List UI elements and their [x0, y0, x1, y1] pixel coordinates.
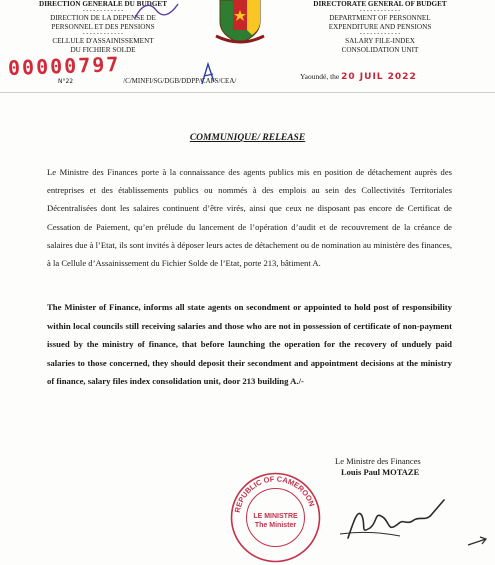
reference-prefix: N°22	[58, 78, 74, 85]
header-right-line1: DIRECTORATE GENERAL OF BUDGET	[313, 0, 447, 8]
document-title: COMMUNIQUE/ RELEASE	[189, 133, 306, 143]
cameroon-coat-of-arms-icon	[212, 0, 268, 44]
header-left-line1: DIRECTION GENERALE DU BUDGET	[39, 0, 167, 8]
header-divider	[0, 92, 495, 93]
divider-stars: - - - - - - - - - - - -	[82, 8, 124, 14]
header-left-line3: PERSONNEL ET DES PENSIONS	[51, 23, 155, 31]
header-left-line4: CELLULE D'ASSAINISSEMENT	[52, 37, 154, 45]
paragraph-english: The Minister of Finance, informs all state agents on secondment or appointed to hold post of responsibility within local councils still receiving salaries and those who are not in possession of certificate of non-payment issued by the ministry of finance, that before launching the operation for the recovery of unduely paid salaries to those concerned, they should deposit their secondment and appointment decisions at the ministry of finance, salary files index consolidation unit, door 213 building A./-	[47, 302, 452, 387]
paragraph-french: Le Ministre des Finances porte à la connaissance des agents publics mis en position de détachement auprès des entreprises et des établissements publics ou nommés à des emplois au sein des Collectivités Territoriales Décentralisées dont les salaires continuent d’être virés, ainsi que ceux ne disposant pas encore de Certificat de Cessation de Paiement, qu’en prélude du lancement de l’opération d’audit et de recouvrement de la créance de salaires due à l’Etat, ils sont invités à déposer leurs actes de détachement ou de nomination au ministère des finances, à la Cellule d’Assainissement du Fichier Solde de l’Etat, porte 213, bâtiment A.	[47, 167, 452, 269]
handwritten-signature	[340, 490, 460, 545]
header-right-line5: CONSOLIDATION UNIT	[341, 46, 419, 54]
header-right-line2: DEPARTMENT OF PERSONNEL	[329, 14, 431, 22]
seal-inner-line2: The Minister	[254, 522, 297, 529]
reference-code: /C/MINFI/SG/DGB/DDPP/CAFS/CEA/	[123, 77, 237, 85]
header-right-block	[305, 0, 455, 55]
seal-ring-text: REPUBLIC OF CAMEROON	[232, 474, 317, 514]
divider-stars: - - - - - - - - - - - -	[359, 8, 401, 14]
header-right-line3: EXPENDITURE AND PENSIONS	[328, 23, 432, 31]
blue-initial-mark	[198, 62, 218, 86]
divider-stars: - - - - - - - - - - - -	[82, 31, 124, 37]
date-stamp: 20 JUIL 2022	[341, 72, 417, 82]
header-left-line5: DU FICHIER SOLDE	[70, 46, 136, 54]
date-place: Yaoundé, the	[300, 72, 340, 81]
header-right-line4: SALARY FILE-INDEX	[345, 37, 415, 45]
divider-stars: - - - - - - - - - - - -	[359, 31, 401, 37]
date-line	[300, 72, 417, 82]
scribble-arrow-mark	[466, 535, 490, 549]
signatory-name: Louis Paul MOTAZE	[341, 467, 420, 477]
signatory-title: Le Ministre des Finances	[335, 456, 421, 466]
ministry-seal-stamp	[228, 470, 323, 565]
reference-stamp-number: 00000797	[7, 52, 121, 80]
purple-scribble-mark	[130, 0, 190, 22]
header-left-line2: DIRECTION DE LA DEPENSE DE	[50, 14, 156, 22]
seal-inner-line1: LE MINISTRE	[253, 513, 298, 520]
